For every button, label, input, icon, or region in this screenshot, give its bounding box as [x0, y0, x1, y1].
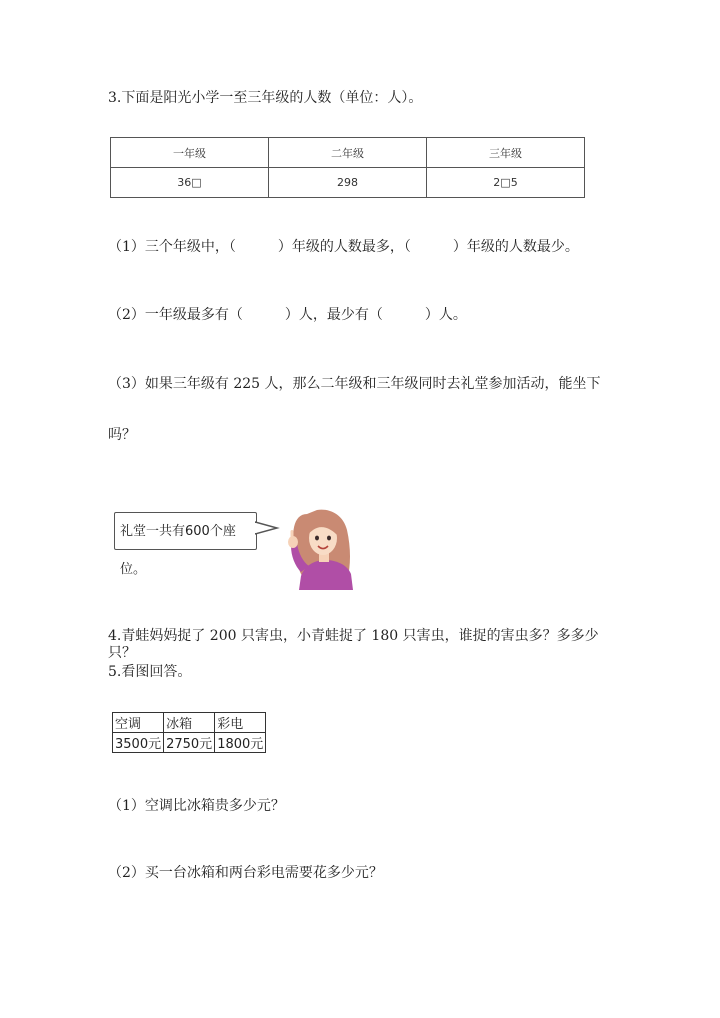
table-row [113, 713, 266, 733]
table-header-cell: 冰箱 [164, 713, 215, 733]
table-cell: 2□5 [427, 168, 585, 198]
question-5-title: 5.看图回答。 [108, 664, 192, 680]
question-3-part-1: （1）三个年级中，（ ）年级的人数最多，（ ）年级的人数最少。 [108, 239, 579, 255]
teacher-illustration [255, 500, 365, 592]
question-4-line-2: 只？ [108, 645, 136, 661]
table-cell: 2750元 [164, 733, 215, 753]
speech-bubble [114, 512, 257, 577]
table-row [111, 168, 585, 198]
question-3-part-2: （2）一年级最多有（ ）人，最少有（ ）人。 [108, 307, 467, 323]
question-4-line-1: 4.青蛙妈妈捉了 200 只害虫，小青蛙捉了 180 只害虫，谁捉的害虫多？多多少 [108, 628, 599, 644]
question-3-part-3-line-1: （3）如果三年级有 225 人，那么二年级和三年级同时去礼堂参加活动，能坐下 [108, 376, 601, 392]
table-row [111, 138, 585, 168]
table-header-cell: 三年级 [427, 138, 585, 168]
table-cell: 3500元 [113, 733, 164, 753]
table-header-cell: 一年级 [111, 138, 269, 168]
table-row [113, 733, 266, 753]
question-3-part-3-line-2: 吗？ [108, 427, 136, 443]
question-5-part-2: （2）买一台冰箱和两台彩电需要花多少元？ [108, 865, 383, 881]
question-3-title: 3.下面是阳光小学一至三年级的人数（单位：人）。 [108, 90, 423, 106]
question-5-part-1: （1）空调比冰箱贵多少元？ [108, 798, 285, 814]
table-cell: 298 [269, 168, 427, 198]
table-cell: 36□ [111, 168, 269, 198]
table-header-cell: 彩电 [215, 713, 266, 733]
appliance-price-table [112, 712, 266, 753]
grade-population-table [110, 137, 585, 198]
table-cell: 1800元 [215, 733, 266, 753]
table-header-cell: 二年级 [269, 138, 427, 168]
table-header-cell: 空调 [113, 713, 164, 733]
speech-bubble-text: 礼堂一共有600个座位。 [120, 524, 236, 577]
